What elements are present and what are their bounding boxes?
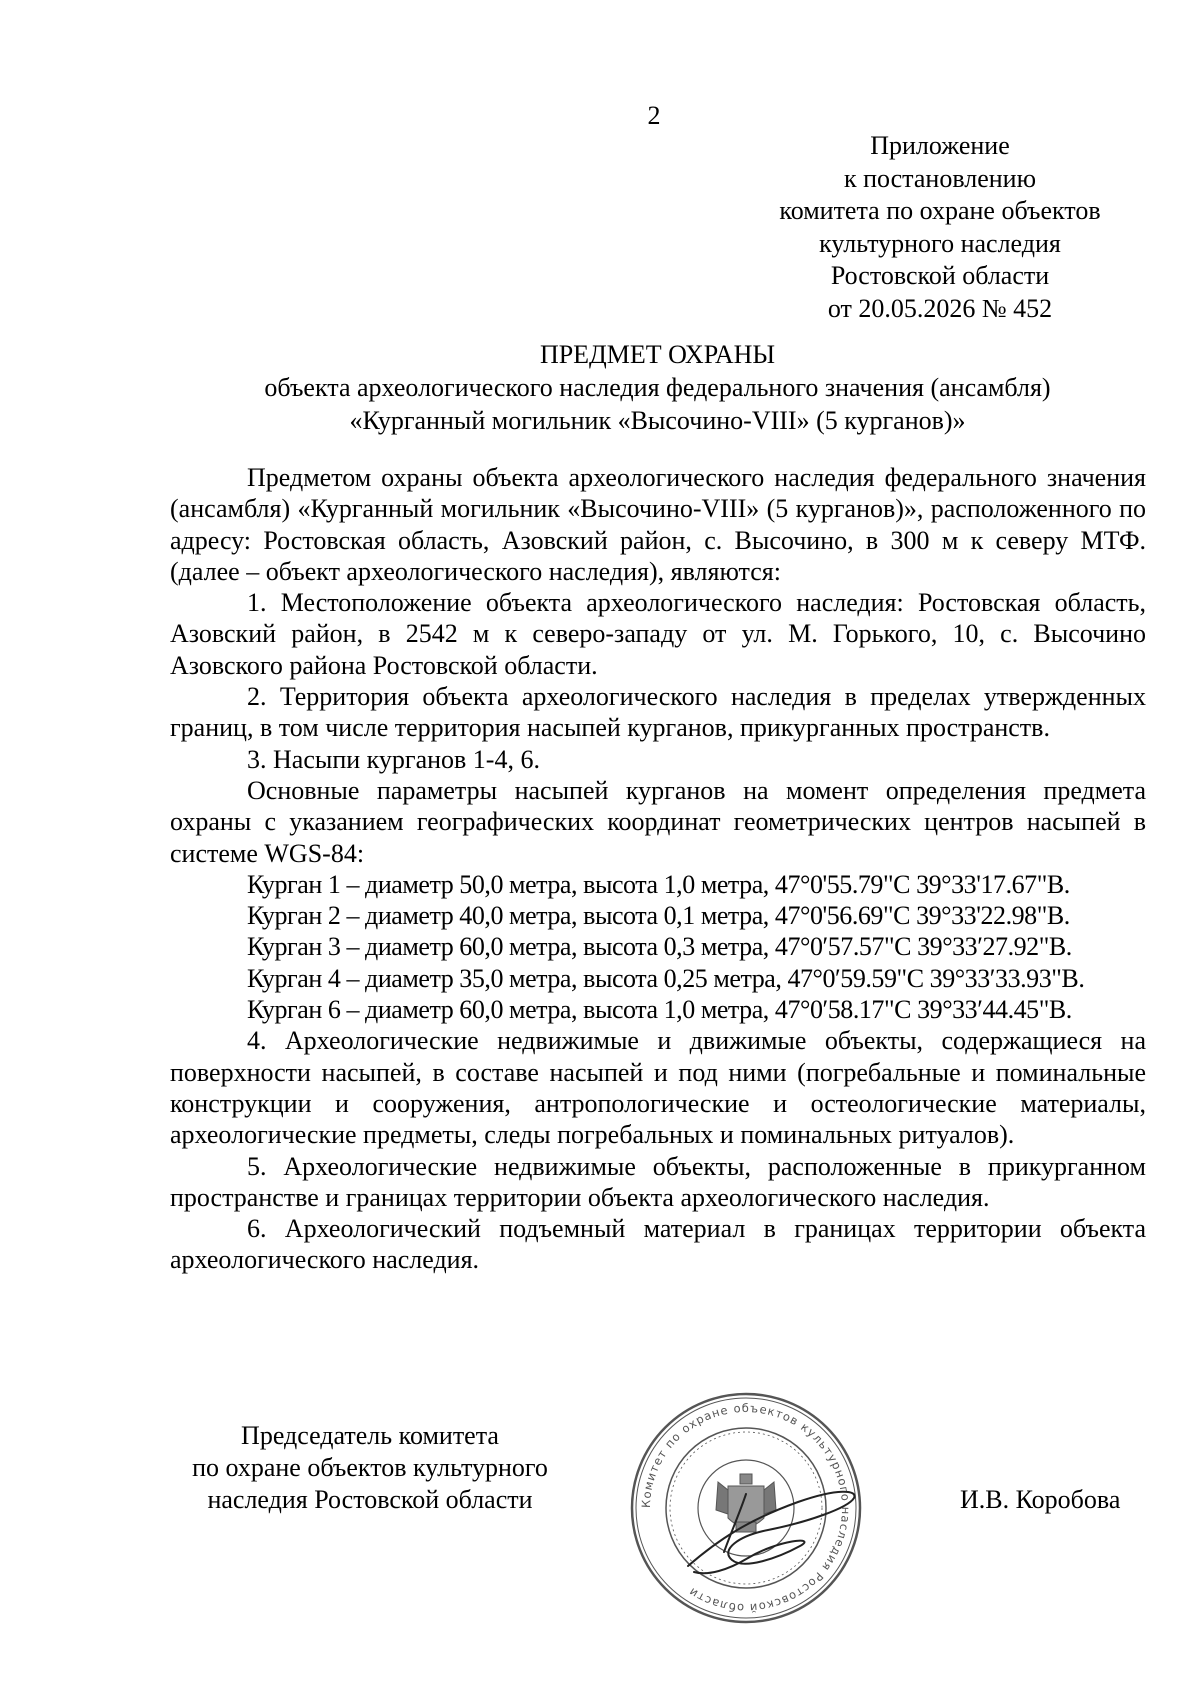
item-4-paragraph: 4. Археологические недвижимые и движимые объекты, содержащиеся на поверхности насыпей, в составе насыпей и под ними (погребальные и поминальные конструкции и сооружения, антропологические и остеологические материалы, археологические предметы, следы погребальных и поминальных ритуалов). <box>170 1026 1146 1150</box>
appendix-date-number: от 20.05.2026 № 452 <box>827 293 1053 323</box>
item-3-paragraph: 3. Насыпи курганов 1-4, 6. <box>247 744 540 774</box>
item-1-paragraph: 1. Местоположение объекта археологического наследия: Ростовская область, Азовский район, в 2542 м к северо-западу от ул. М. Горького, 10, с. Высочино Азовского района Ростовской области. <box>170 588 1146 680</box>
item-6-paragraph: 6. Археологический подъемный материал в границах территории объекта археологического наследия. <box>170 1214 1146 1275</box>
appendix-line: к постановлению <box>843 163 1037 193</box>
kurgan-line: Курган 1 – диаметр 50,0 метра, высота 1,0 метра, 47°0'55.79"С 39°33'17.67"В. <box>247 869 1070 899</box>
subtitle-line: объекта археологического наследия федерального значения (ансамбля) <box>264 373 1051 402</box>
signatory-position-line: Председатель комитета <box>241 1421 499 1450</box>
seal-text: Комитет по охране объектов культурного наследия Ростовской области <box>638 1400 854 1616</box>
document-body <box>170 462 1146 1276</box>
item-5-paragraph: 5. Археологические недвижимые объекты, расположенные в прикурганном пространстве и границах территории объекта археологического наследия. <box>170 1151 1146 1212</box>
item-2-paragraph: 2. Территория объекта археологического наследия в пределах утвержденных границ, в том числе территория насыпей курганов, прикурганных пространств. <box>170 682 1146 743</box>
document-subtitle <box>170 372 1145 437</box>
appendix-line: культурного наследия <box>819 228 1061 258</box>
signatory-position-line: по охране объектов культурного <box>192 1453 548 1482</box>
kurgan-line: Курган 2 – диаметр 40,0 метра, высота 0,1 метра, 47°0'56.69"С 39°33'22.98"В. <box>247 901 1070 931</box>
signatory-position <box>180 1420 560 1516</box>
subtitle-line: «Курганный могильник «Высочино-VIII» (5 курганов)» <box>349 405 966 435</box>
signatory-name: И.В. Коробова <box>960 1485 1121 1514</box>
document-title: ПРЕДМЕТ ОХРАНЫ <box>539 340 776 369</box>
appendix-line: Ростовской области <box>830 261 1050 290</box>
kurgan-line: Курган 6 – диаметр 60,0 метра, высота 1,0 метра, 47°0′58.17"С 39°33′44.45"В. <box>247 995 1072 1025</box>
kurgan-line: Курган 4 – диаметр 35,0 метра, высота 0,25 метра, 47°0′59.59"С 39°33′33.93"В. <box>247 963 1085 993</box>
coat-of-arms-icon <box>716 1474 776 1532</box>
page-number: 2 <box>647 101 661 130</box>
parameters-paragraph: Основные параметры насыпей курганов на момент определения предмета охраны с указанием географических координат геометрических центров насыпей в системе WGS-84: <box>170 775 1146 868</box>
official-seal-stamp <box>628 1390 864 1626</box>
kurgan-line: Курган 3 – диаметр 60,0 метра, высота 0,3 метра, 47°0′57.57"С 39°33′27.92"В. <box>247 932 1072 962</box>
appendix-header <box>760 130 1120 325</box>
appendix-line: комитета по охране объектов <box>779 196 1101 225</box>
appendix-line: Приложение <box>870 131 1010 160</box>
signatory-position-line: наследия Ростовской области <box>207 1485 533 1514</box>
intro-paragraph: Предметом охраны объекта археологического наследия федерального значения (ансамбля) «Курганный могильник «Высочино-VIII» (5 курганов)», расположенного по адресу: Ростовская область, Азовский район, с. Высочино, в 300 м к северу МТФ. (далее – объект археологического наследия), являются: <box>170 463 1146 586</box>
